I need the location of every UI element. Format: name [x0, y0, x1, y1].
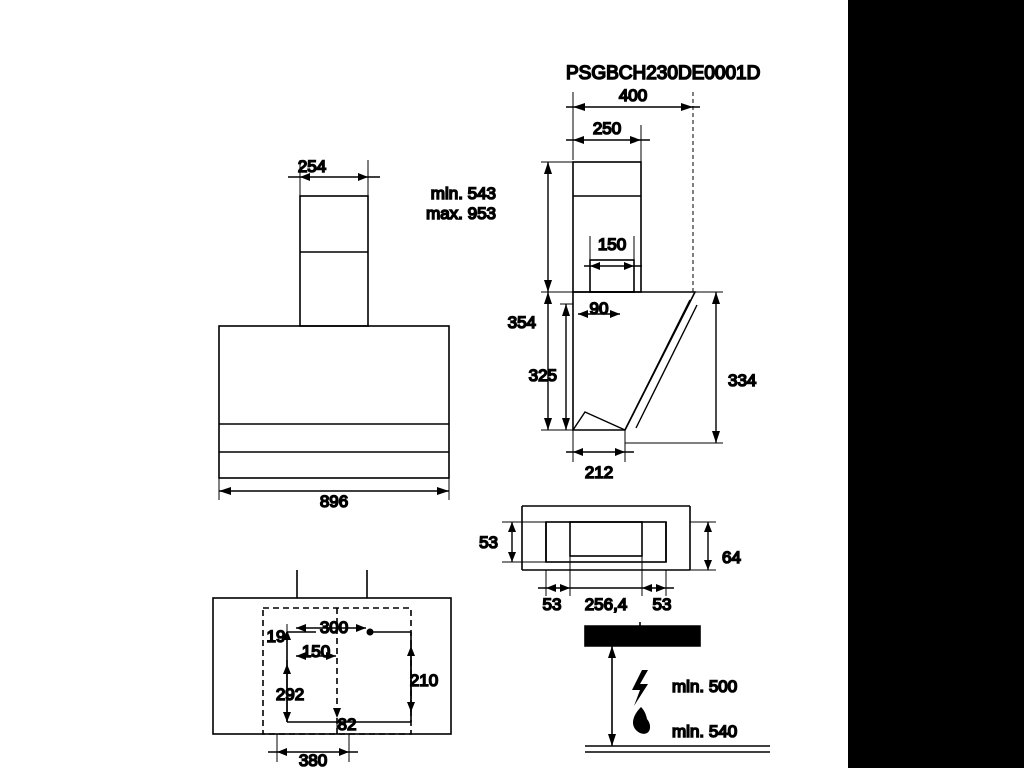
- dim-300: 300: [319, 618, 349, 637]
- clearance-hood: [585, 626, 700, 646]
- clearance-electric-label: min. 500: [672, 677, 738, 696]
- template-hole: [367, 629, 374, 636]
- dim-150-template: 150: [301, 642, 331, 661]
- dim-212: 212: [584, 463, 614, 482]
- dim-53-b2: 53: [652, 595, 672, 614]
- drawing-title: PSGBCH230DE0001D: [566, 63, 761, 84]
- dim-354: 354: [507, 313, 536, 332]
- dim-380: 380: [298, 751, 328, 768]
- dim-min-543: min. 543: [430, 184, 496, 203]
- lightning-icon: [632, 670, 648, 706]
- duct-inner: [570, 522, 642, 556]
- front-chimney: [300, 196, 368, 326]
- dim-334: 334: [728, 371, 757, 390]
- dim-82: 82: [337, 715, 357, 734]
- dim-53-b1: 53: [542, 595, 562, 614]
- dim-max-953: max. 953: [426, 204, 496, 223]
- dim-19: 19: [266, 627, 286, 646]
- clearance-gas-label: min. 540: [672, 722, 738, 741]
- dim-210: 210: [409, 671, 439, 690]
- dim-254: 254: [297, 157, 327, 176]
- dim-90: 90: [589, 299, 609, 318]
- dim-250: 250: [592, 119, 622, 138]
- dim-896: 896: [319, 492, 349, 511]
- flame-icon: [633, 707, 650, 734]
- front-body: [219, 326, 449, 478]
- dim-64: 64: [722, 548, 741, 567]
- dim-400: 400: [618, 86, 648, 105]
- dim-53-left: 53: [479, 533, 498, 552]
- dim-150-side: 150: [597, 235, 627, 254]
- dim-256-4: 256,4: [584, 595, 628, 614]
- side-chimney: [573, 162, 641, 292]
- dim-292: 292: [275, 685, 305, 704]
- dim-325: 325: [528, 366, 557, 385]
